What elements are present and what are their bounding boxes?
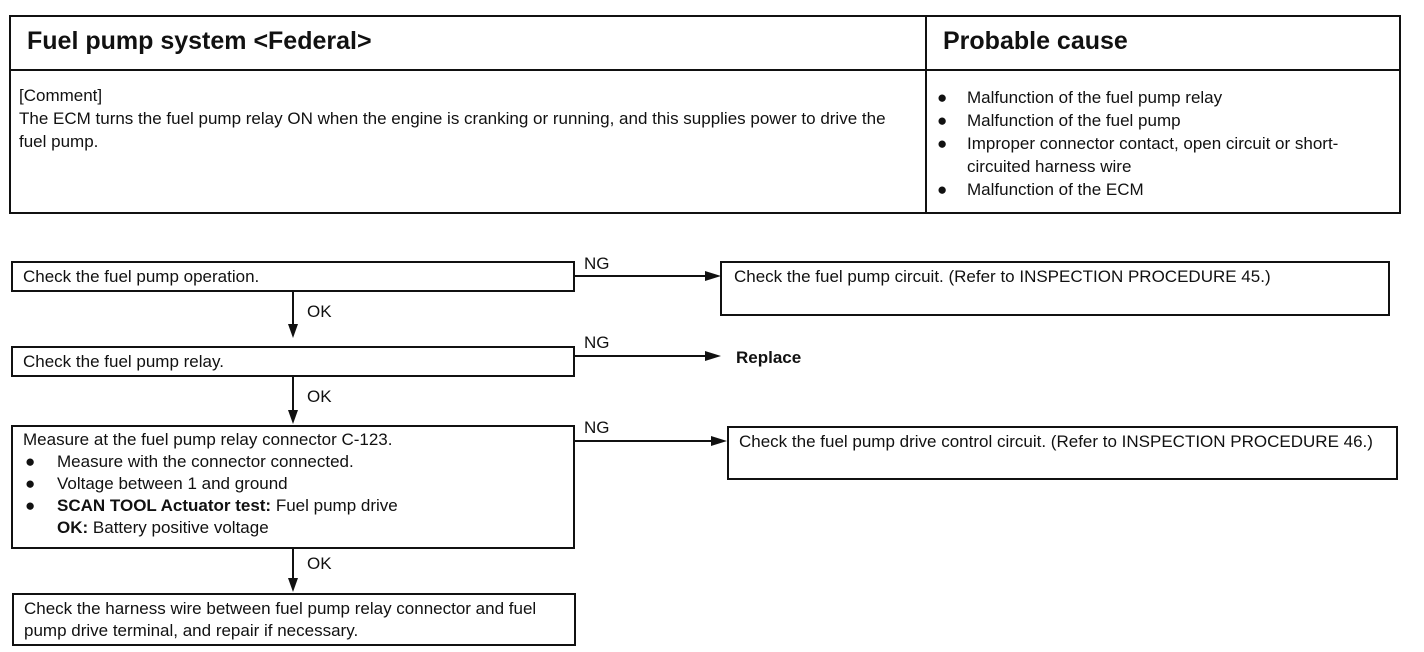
bullet-icon: ● <box>25 452 36 471</box>
cause-text: Malfunction of the fuel pump <box>967 111 1181 130</box>
system-title: Fuel pump system <Federal> <box>11 17 927 71</box>
cause-item <box>933 132 1389 178</box>
arrow-down-icon <box>288 324 298 338</box>
step-item <box>23 473 563 495</box>
flow-result-fuel-pump-circuit <box>720 261 1390 316</box>
bullet-icon: ● <box>25 474 36 493</box>
flow-step-check-harness-wire <box>12 593 576 646</box>
step-text: Check the fuel pump relay. <box>23 352 224 371</box>
cause-item <box>933 86 1389 109</box>
ok-criteria-label: OK: <box>57 518 89 537</box>
flow-step-measure-relay-connector <box>11 425 575 549</box>
comment-label: [Comment] <box>19 86 103 105</box>
ng-connector-line <box>575 440 713 442</box>
ok-label: OK <box>307 554 332 573</box>
scan-tool-label: SCAN TOOL Actuator test: <box>57 496 272 515</box>
ok-label: OK <box>307 387 332 406</box>
ng-connector-line <box>575 355 707 357</box>
ok-label: OK <box>307 302 332 321</box>
ng-label: NG <box>584 418 610 437</box>
info-table <box>9 15 1401 214</box>
result-replace: Replace <box>736 348 802 367</box>
arrow-right-icon <box>705 271 721 281</box>
flow-step-check-fuel-pump-operation <box>11 261 575 292</box>
comment-text: The ECM turns the fuel pump relay ON when the engine is cranking or running, and this supplies power to drive the fuel pump. <box>19 109 886 151</box>
result-text: Check the fuel pump circuit. (Refer to INSPECTION PROCEDURE 45.) <box>734 267 1271 286</box>
cause-text: Malfunction of the ECM <box>967 180 1144 199</box>
scan-tool-value: Fuel pump drive <box>275 496 398 515</box>
arrow-down-icon <box>288 578 298 592</box>
arrow-right-icon <box>705 351 721 361</box>
cause-text: Malfunction of the fuel pump relay <box>967 88 1223 107</box>
step-text: Measure at the fuel pump relay connector C-123. <box>23 430 393 449</box>
probable-cause-list <box>927 71 1399 212</box>
comment-cell <box>11 71 927 212</box>
step-item <box>23 451 563 473</box>
ng-label: NG <box>584 254 610 273</box>
ng-connector-line <box>575 275 707 277</box>
ok-criteria <box>23 517 563 539</box>
probable-cause-title: Probable cause <box>927 17 1399 71</box>
cause-text: Improper connector contact, open circuit or short-circuited harness wire <box>967 134 1339 176</box>
bullet-icon: ● <box>937 134 948 153</box>
ok-criteria-value: Battery positive voltage <box>92 518 269 537</box>
arrow-down-icon <box>288 410 298 424</box>
ok-connector-line <box>292 549 294 579</box>
cause-item <box>933 109 1389 132</box>
arrow-right-icon <box>711 436 727 446</box>
ng-label: NG <box>584 333 610 352</box>
step-item-text: Voltage between 1 and ground <box>57 474 288 493</box>
bullet-icon: ● <box>937 88 948 107</box>
ok-connector-line <box>292 292 294 326</box>
cause-item <box>933 178 1389 201</box>
flow-step-check-fuel-pump-relay <box>11 346 575 377</box>
result-text: Check the fuel pump drive control circuit. (Refer to INSPECTION PROCEDURE 46.) <box>739 432 1373 451</box>
step-item <box>23 495 563 517</box>
ok-connector-line <box>292 377 294 410</box>
bullet-icon: ● <box>25 496 36 515</box>
flow-result-drive-control-circuit <box>727 426 1398 480</box>
step-text: Check the fuel pump operation. <box>23 267 260 286</box>
bullet-icon: ● <box>937 111 948 130</box>
bullet-icon: ● <box>937 180 948 199</box>
step-text: Check the harness wire between fuel pump relay connector and fuel pump drive terminal, and repair if necessary. <box>24 599 537 640</box>
step-item-text: Measure with the connector connected. <box>57 452 354 471</box>
